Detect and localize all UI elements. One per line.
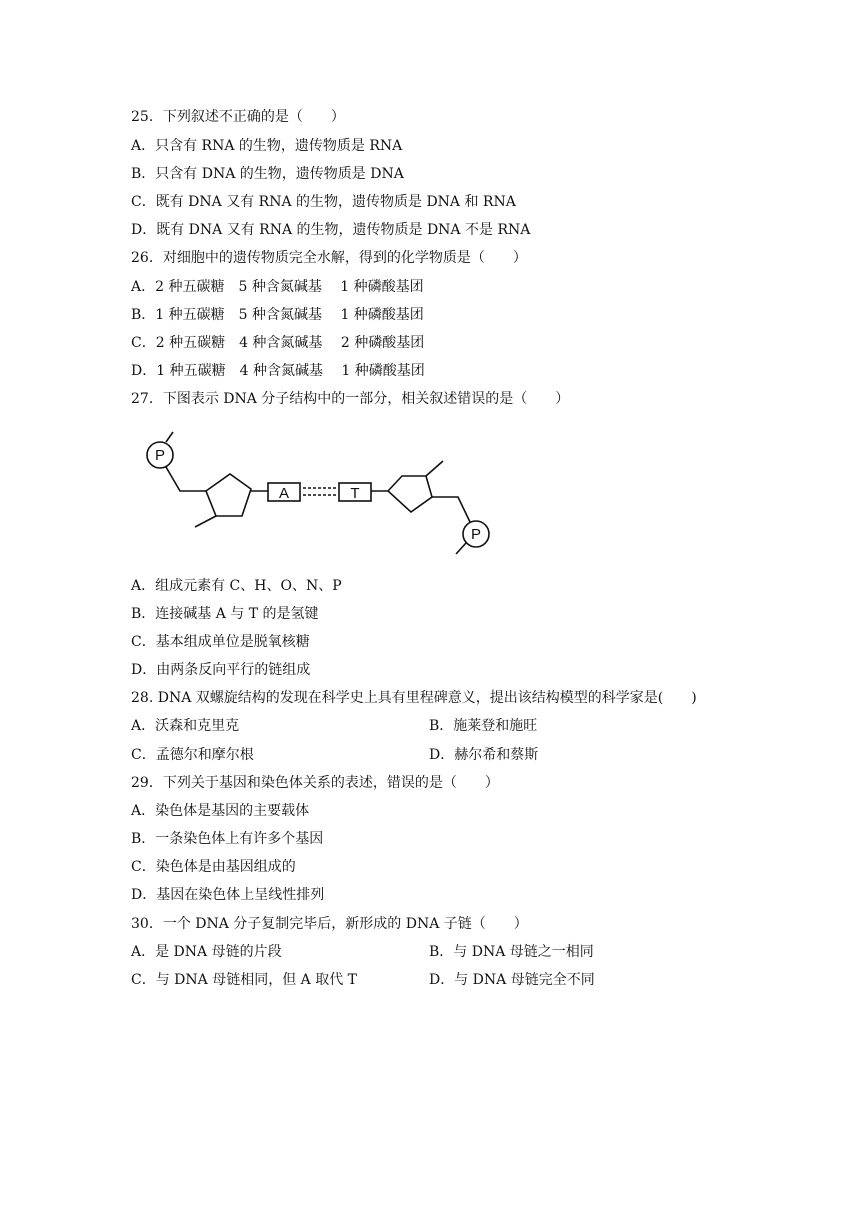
base-t-label: T — [350, 485, 360, 502]
left-sugar-pentagon — [206, 474, 251, 516]
q25-option-a: A．只含有 RNA 的生物，遗传物质是 RNA — [131, 138, 403, 154]
q28-row-2 — [131, 745, 771, 765]
base-a-label: A — [278, 485, 290, 502]
right-sugar-stub — [426, 461, 443, 476]
q30-stem: 30．一个 DNA 分子复制完毕后，新形成的 DNA 子链（ ） — [131, 916, 528, 932]
q30-option-d: D．与 DNA 母链完全不同 — [429, 972, 595, 988]
q28-stem: 28. DNA 双螺旋结构的发现在科学史上具有里程碑意义，提出该结构模型的科学家是( ) — [131, 690, 697, 706]
q25-stem: 25．下列叙述不正确的是（ ） — [131, 109, 345, 125]
left-phosphate-bond — [166, 432, 173, 442]
q30-row-1 — [131, 942, 771, 962]
right-phosphate-bond — [456, 543, 466, 554]
left-phosphodiester-link — [166, 467, 206, 491]
q27-stem: 27．下图表示 DNA 分子结构中的一部分，相关叙述错误的是（ ） — [131, 391, 570, 407]
q29-option-a: A．染色体是基因的主要载体 — [131, 803, 310, 819]
q26-stem: 26．对细胞中的遗传物质完全水解，得到的化学物质是（ ） — [131, 250, 527, 266]
left-sugar-stub — [195, 516, 216, 527]
q25-option-d: D．既有 DNA 又有 RNA 的生物，遗传物质是 DNA 不是 RNA — [131, 222, 531, 238]
right-phosphate-label: P — [470, 526, 482, 543]
q30-row-2 — [131, 970, 771, 990]
q26-option-b: B．1 种五碳糖 5 种含氮碱基 1 种磷酸基团 — [131, 307, 424, 323]
q26-option-d: D．1 种五碳糖 4 种含氮碱基 1 种磷酸基团 — [131, 363, 425, 379]
q29-stem: 29．下列关于基因和染色体关系的表述，错误的是（ ） — [131, 775, 499, 791]
q28-option-d: D．赫尔希和蔡斯 — [429, 747, 539, 763]
q26-option-c: C．2 种五碳糖 4 种含氮碱基 2 种磷酸基团 — [131, 335, 425, 351]
left-phosphate-label: P — [154, 447, 166, 464]
dna-structure-figure — [140, 425, 500, 565]
q29-option-b: B．一条染色体上有许多个基因 — [131, 831, 324, 847]
q29-option-d: D．基因在染色体上呈线性排列 — [131, 887, 325, 903]
q29-option-c: C．染色体是由基因组成的 — [131, 859, 296, 875]
q27-option-c: C．基本组成单位是脱氧核糖 — [131, 634, 310, 650]
q30-option-c: C．与 DNA 母链相同，但 A 取代 T — [131, 972, 357, 988]
q25-option-c: C．既有 DNA 又有 RNA 的生物，遗传物质是 DNA 和 RNA — [131, 194, 516, 210]
right-sugar-pentagon — [388, 476, 432, 512]
q27-option-a: A．组成元素有 C、H、O、N、P — [131, 578, 342, 594]
q27-option-b: B．连接碱基 A 与 T 的是氢键 — [131, 606, 319, 622]
right-phosphodiester-link — [432, 497, 470, 522]
q27-option-d: D．由两条反向平行的链组成 — [131, 662, 311, 678]
q30-option-b: B．与 DNA 母链之一相同 — [429, 944, 594, 960]
q28-option-c: C．孟德尔和摩尔根 — [131, 747, 254, 763]
q30-option-a: A．是 DNA 母链的片段 — [131, 944, 282, 960]
q26-option-a: A．2 种五碳糖 5 种含氮碱基 1 种磷酸基团 — [131, 279, 424, 295]
q28-option-a: A．沃森和克里克 — [131, 718, 240, 734]
q25-option-b: B．只含有 DNA 的生物，遗传物质是 DNA — [131, 166, 404, 182]
q28-option-b: B．施莱登和施旺 — [429, 718, 538, 734]
q28-row-1 — [131, 716, 771, 736]
